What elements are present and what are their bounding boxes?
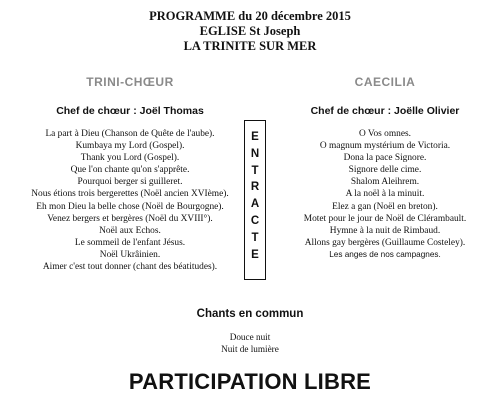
left-program-list (15, 128, 245, 273)
list-item: O Vos omnes. (358, 129, 411, 139)
list-item: O magnum mystérium de Victoria. (319, 141, 451, 152)
left-choir (15, 75, 245, 89)
entracte-letter: T (251, 164, 259, 177)
programme-date: PROGRAMME du 20 décembre 2015 (149, 9, 351, 23)
entracte-letter: T (251, 231, 259, 244)
right-choir-director: Chef de chœur : Joëlle Olivier (310, 105, 460, 117)
list-item: Douce nuit (229, 332, 271, 342)
list-item: Motet pour le jour de Noël de Clérambault. (303, 213, 467, 224)
list-item: Nuit de lumière (221, 344, 279, 354)
participation-libre: PARTICIPATION LIBRE (128, 369, 372, 394)
list-item: Allons gay bergères (Guillaume Costeley). (304, 237, 466, 248)
list-item: Thank you Lord (Gospel). (80, 153, 180, 164)
entracte-letter: N (250, 147, 260, 160)
list-item: Venez bergers et bergères (Noël du XVIII°). (47, 213, 213, 224)
entracte-letter: E (251, 131, 259, 143)
list-item: La part à Dieu (Chanson de Quête de l'aube). (45, 129, 215, 139)
list-item: Hymne à la nuit de Rimbaud. (329, 225, 441, 236)
right-choir (280, 75, 490, 89)
right-program-list (275, 128, 495, 261)
entracte-letter: R (250, 181, 260, 194)
common-songs-list (0, 331, 500, 355)
list-item: Pourquoi berger si guilleret. (77, 177, 183, 188)
list-item: Dona la pace Signore. (343, 153, 427, 164)
right-choir-title: CAECILIA (354, 75, 416, 89)
list-item: Elez a gan (Noël en breton). (332, 201, 438, 212)
list-item: Signore delle cime. (348, 165, 422, 176)
list-item: Que l'on chante qu'on s'apprête. (70, 165, 190, 176)
list-item: Les anges de nos campagnes. (329, 249, 441, 259)
left-choir-director: Chef de chœur : Joël Thomas (56, 105, 204, 117)
list-item: Le sommeil de l'enfant Jésus. (74, 237, 186, 248)
list-item: Kumbaya my Lord (Gospel). (75, 141, 185, 152)
entracte-box (244, 120, 266, 280)
entracte-letter: E (251, 248, 259, 261)
list-item: Noël Ukrâinien. (99, 249, 161, 260)
list-item: Noël aux Echos. (99, 225, 161, 236)
entracte-letter: C (250, 214, 260, 227)
common-songs-title: Chants en commun (196, 308, 304, 320)
list-item: A la noël à la minuit. (345, 189, 425, 200)
list-item: Shalom Aleihrem. (350, 177, 420, 188)
left-choir-title: TRINI-CHŒUR (86, 75, 174, 89)
church-name: EGLISE St Joseph (199, 24, 301, 38)
town-name: LA TRINITE SUR MER (183, 39, 317, 53)
list-item: Aimer c'est tout donner (chant des béatitudes). (42, 262, 218, 273)
list-item: Nous étions trois bergerettes (Noël ancien XVIème). (31, 189, 229, 200)
entracte-letter: A (250, 198, 260, 211)
list-item: Eh mon Dieu la belle chose (Noël de Bourgogne). (36, 201, 224, 212)
